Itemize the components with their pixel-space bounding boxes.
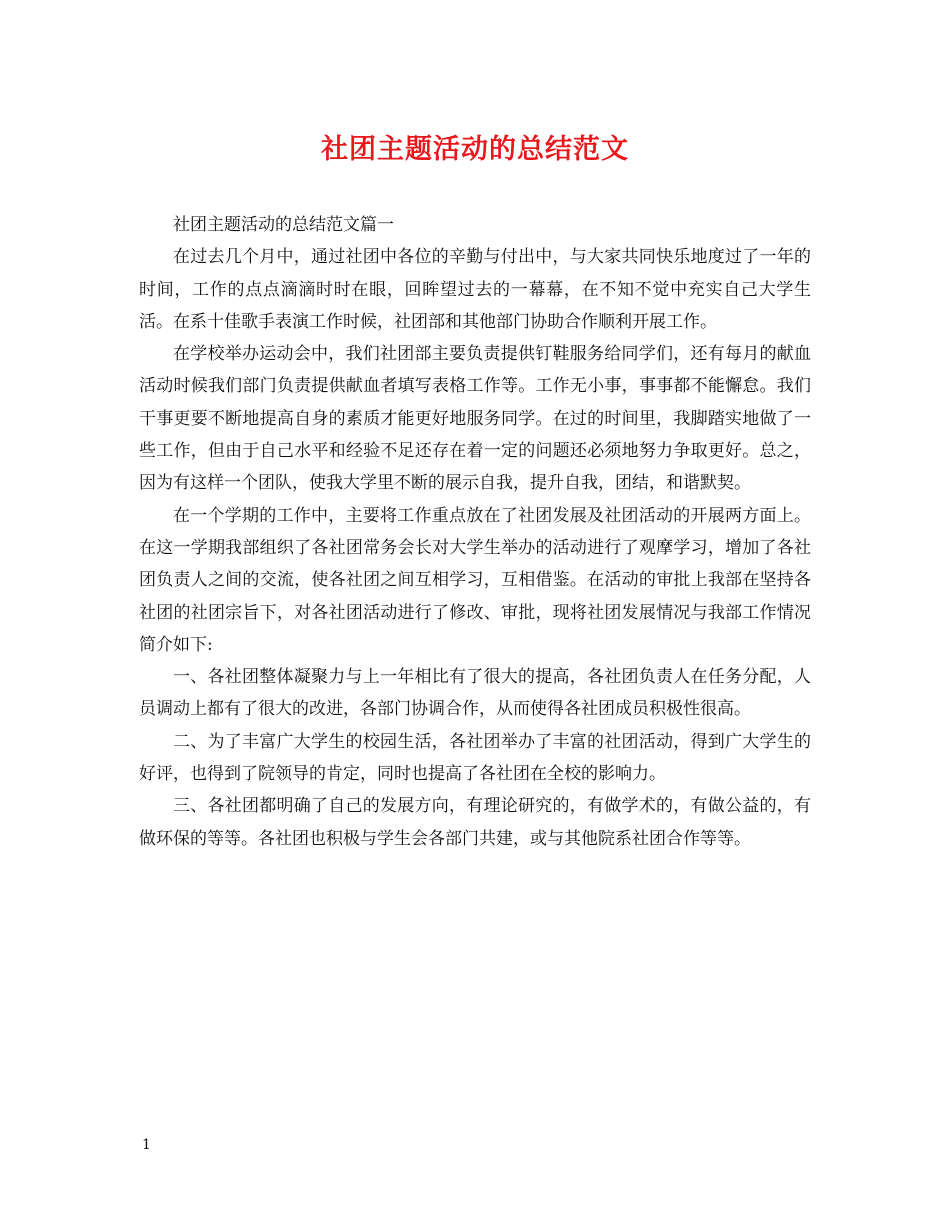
- section-heading: 社团主题活动的总结范文篇一: [173, 215, 394, 235]
- paragraph: 一、各社团整体凝聚力与上一年相比有了很大的提高，各社团负责人在任务分配，人员调动上都有了很大的改进，各部门协调合作，从而使得各社团成员积极性很高。: [139, 667, 811, 720]
- page-number: 1: [142, 1137, 151, 1153]
- paragraph: 在学校举办运动会中，我们社团部主要负责提供钉鞋服务给同学们，还有每月的献血活动时候我们部门负责提供献血者填写表格工作等。工作无小事，事事都不能懈怠。我们干事更要不断地提高自身的素质才能更好地服务同学。在过的时间里，我脚踏实地做了一些工作，但由于自己水平和经验不足还存在着一定的问题还必须地努力争取更好。总之，因为有这样一个团队，使我大学里不断的展示自我，提升自我，团结，和谐默契。: [139, 344, 811, 494]
- paragraph: 在过去几个月中，通过社团中各位的辛勤与付出中，与大家共同快乐地度过了一年的时间，工作的点点滴滴时时在眼，回眸望过去的一幕幕，在不知不觉中充实自己大学生活。在系十佳歌手表演工作时候，社团部和其他部门协助合作顺利开展工作。: [139, 247, 811, 332]
- document-body: [139, 209, 811, 855]
- paragraph: 二、为了丰富广大学生的校园生活，各社团举办了丰富的社团活动，得到广大学生的好评，也得到了院领导的肯定，同时也提高了各社团在全校的影响力。: [139, 731, 811, 785]
- document-title: 社团主题活动的总结范文: [321, 134, 629, 165]
- paragraph: 在一个学期的工作中，主要将工作重点放在了社团发展及社团活动的开展两方面上。在这一学期我部组织了各社团常务会长对大学生举办的活动进行了观摩学习，增加了各社团负责人之间的交流，使各社团之间互相学习，互相借鉴。在活动的审批上我部在坚持各社团的社团宗旨下，对各社团活动进行了修改、审批，现将社团发展情况与我部工作情况简介如下:: [139, 505, 811, 655]
- paragraph: 三、各社团都明确了自己的发展方向，有理论研究的，有做学术的，有做公益的，有做环保的等等。各社团也积极与学生会各部门共建，或与其他院系社团合作等等。: [139, 796, 811, 849]
